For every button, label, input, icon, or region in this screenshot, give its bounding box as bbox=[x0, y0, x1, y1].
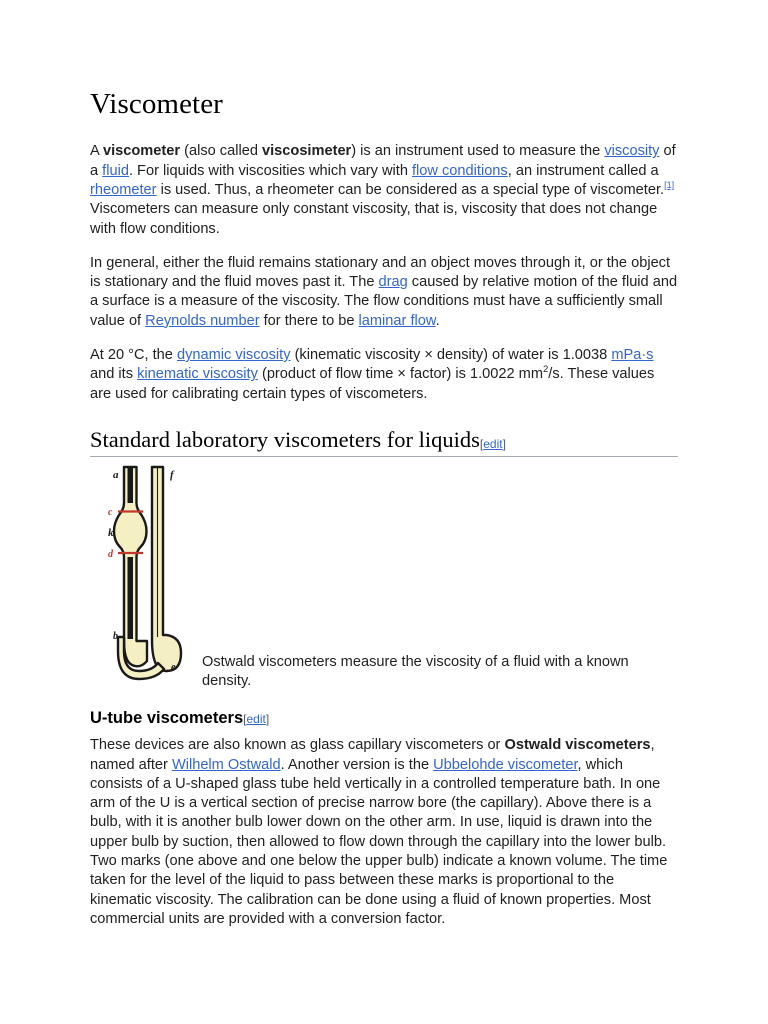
edit-subsection-link[interactable]: edit bbox=[246, 711, 266, 726]
text-run: for there to be bbox=[259, 312, 359, 329]
right-arm-tube bbox=[152, 467, 181, 671]
link-wilhelm-ostwald[interactable]: Wilhelm Ostwald bbox=[171, 756, 281, 773]
text-run: At 20 °C, the bbox=[90, 347, 177, 364]
text-run: (product of flow time × factor) is 1.0022 mm bbox=[257, 366, 543, 383]
link-dynamic-viscosity[interactable]: dynamic viscosity bbox=[176, 347, 291, 364]
text-run: In general, either the fluid remains stationary and an object moves through it, or the object is stationary and the fluid moves past it. The bbox=[90, 254, 671, 291]
link-flow-conditions[interactable]: flow conditions bbox=[412, 162, 508, 179]
label-d: d bbox=[108, 548, 113, 560]
text-run: . Another version is the bbox=[280, 756, 434, 773]
bracket-close: ] bbox=[265, 711, 270, 726]
link-viscosity[interactable]: viscosity bbox=[604, 143, 660, 160]
link-mpa-s[interactable]: mPa·s bbox=[611, 347, 654, 364]
text-run: (also called bbox=[180, 143, 262, 160]
bold-term-viscosimeter: viscosimeter bbox=[262, 143, 352, 160]
capillary-bore-upper bbox=[128, 467, 134, 503]
citation-ref-1[interactable] bbox=[664, 180, 674, 190]
viscometer-svg bbox=[108, 465, 188, 689]
text-run: and its bbox=[90, 366, 138, 383]
text-run: /s. These values are used for calibrating certain types of viscometers. bbox=[90, 366, 655, 402]
ostwald-viscometer-diagram bbox=[108, 465, 188, 689]
text-run: A bbox=[90, 143, 103, 160]
text-run: , an instrument called a bbox=[507, 162, 659, 179]
text-run: , which consists of a U-shaped glass tube held vertically in a controlled temperature bath. In one arm of the U is a vertical section of precise narrow bore (the capillary). Above there is a bulb, with it is another bulb lower down on the other arm. In use, liquid is drawn into the upper bulb by suction, then allowed to flow down through the capillary into the lower bulb. Two marks (one above and one below the upper bulb) indicate a known volume. The time taken for the level of the liquid to pass between these marks is proportional to the kinematic viscosity. The calibration can be done using a fluid of known properties. Most commercial units are provided with a conversion factor. bbox=[90, 756, 668, 927]
label-b: b bbox=[113, 630, 118, 642]
paragraph-u-tube-description bbox=[90, 736, 678, 929]
text-run: Viscometers can measure only constant viscosity, that is, viscosity that does not change with flow conditions. bbox=[90, 201, 658, 237]
text-run: . For liquids with viscosities which vary with bbox=[128, 162, 412, 179]
link-drag[interactable]: drag bbox=[378, 274, 408, 291]
edit-section-link[interactable]: edit bbox=[483, 436, 503, 451]
superscript-squared: 2 bbox=[543, 364, 549, 376]
subsection-heading-text: U-tube viscometers bbox=[90, 708, 244, 727]
article-content bbox=[90, 88, 678, 929]
subsection-heading-u-tube-viscometers bbox=[90, 709, 678, 729]
text-run: . bbox=[435, 312, 440, 329]
text-run: ) is an instrument used to measure the bbox=[351, 143, 605, 160]
text-run: These devices are also known as glass capillary viscometers or bbox=[90, 737, 505, 754]
link-kinematic-viscosity[interactable]: kinematic viscosity bbox=[137, 366, 258, 383]
section-heading-standard-lab-viscometers bbox=[90, 426, 678, 457]
paragraph-water-values bbox=[90, 346, 678, 404]
bold-term-ostwald-viscometers: Ostwald viscometers bbox=[504, 737, 651, 754]
text-run: of a bbox=[90, 143, 676, 179]
text-run: , named after bbox=[90, 737, 655, 773]
edit-section-link-wrapper bbox=[480, 437, 506, 451]
label-e: e bbox=[171, 661, 176, 673]
label-f: f bbox=[170, 468, 174, 481]
text-run: (kinematic viscosity × density) of water is 1.0038 bbox=[290, 347, 612, 364]
label-k: k bbox=[108, 526, 114, 539]
capillary-bore-lower bbox=[128, 557, 134, 639]
link-ubbelohde-viscometer[interactable]: Ubbelohde viscometer bbox=[433, 756, 578, 773]
bracket-close: ] bbox=[502, 436, 506, 451]
bracket-open: [ bbox=[479, 436, 484, 451]
paragraph-intro bbox=[90, 142, 678, 238]
label-c: c bbox=[108, 506, 113, 518]
link-fluid[interactable]: fluid bbox=[102, 162, 129, 179]
figure-caption: Ostwald viscometers measure the viscosity of a fluid with a known density. bbox=[202, 653, 629, 690]
bold-term-viscometer: viscometer bbox=[102, 143, 181, 160]
section-heading-text: Standard laboratory viscometers for liquids bbox=[90, 426, 480, 452]
bracket-open: [ bbox=[243, 711, 247, 726]
text-run: is used. Thus, a rheometer can be considered as a special type of viscometer. bbox=[156, 181, 665, 198]
paragraph-general bbox=[90, 254, 678, 331]
link-laminar-flow[interactable]: laminar flow bbox=[358, 312, 436, 329]
label-a: a bbox=[113, 468, 119, 481]
citation-link[interactable]: [1] bbox=[664, 180, 675, 191]
link-rheometer[interactable]: rheometer bbox=[90, 181, 157, 198]
text-run: caused by relative motion of the fluid and a surface is a measure of the viscosity. The flow conditions must have a sufficiently small value of bbox=[90, 274, 678, 329]
link-reynolds-number[interactable]: Reynolds number bbox=[145, 312, 260, 329]
edit-subsection-link-wrapper bbox=[243, 712, 269, 726]
page-title: Viscometer bbox=[90, 88, 223, 120]
